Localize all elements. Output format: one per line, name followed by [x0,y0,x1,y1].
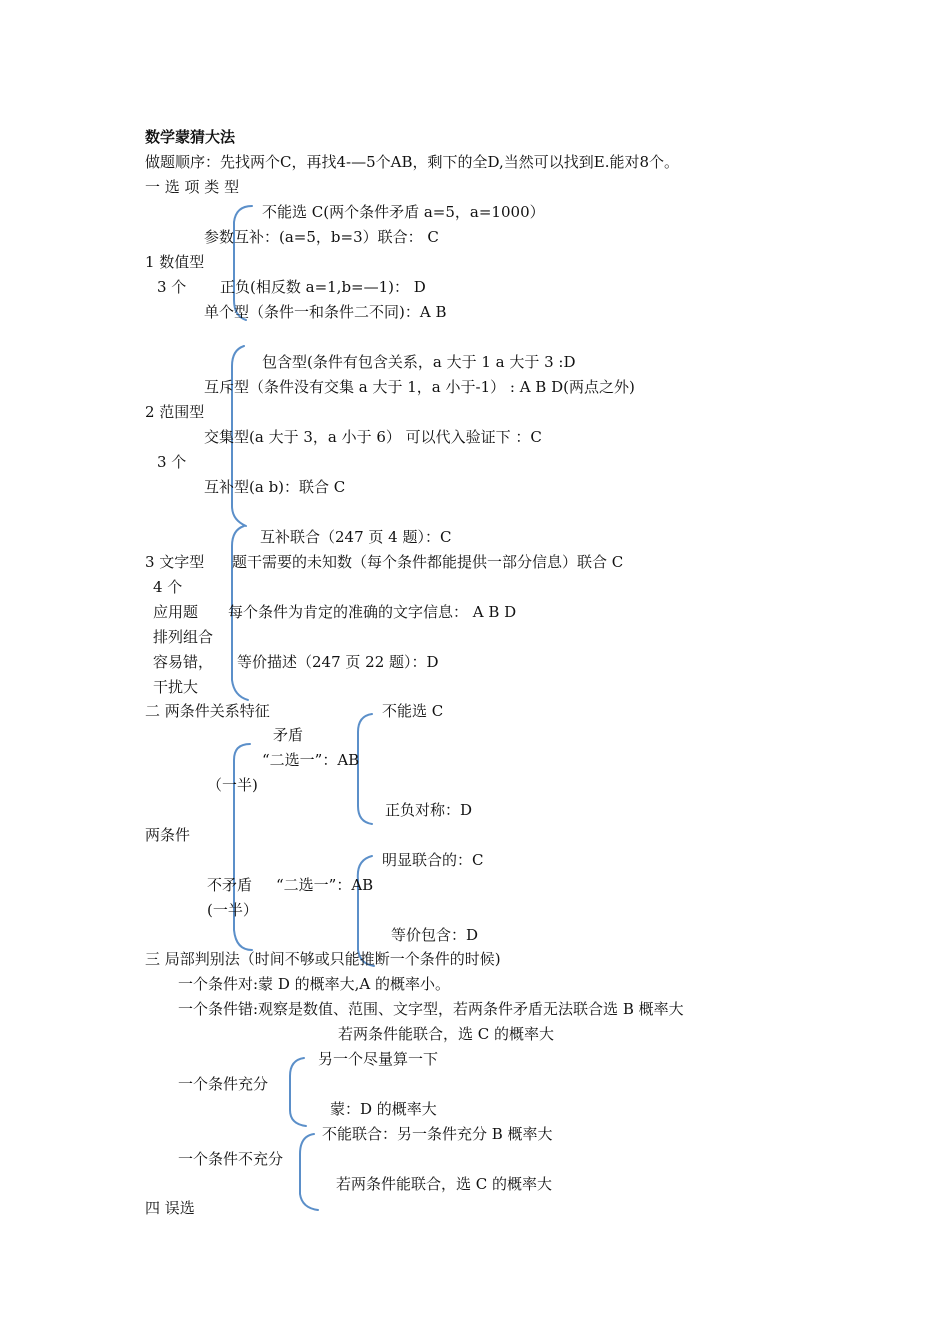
s3-can-join-c-2: 若两条件能联合，选 C 的概率大 [336,1175,553,1193]
text-count: 4 个 [153,578,183,596]
brace-insufficient [300,1134,318,1210]
s3-one-sufficient: 一个条件充分 [178,1075,269,1093]
brace-contradict [358,714,372,824]
text-unknown: 题干需要的未知数（每个条件都能提供一部分信息）联合 C [232,553,624,571]
s3-guess-d: 蒙：D 的概率大 [330,1100,437,1118]
section4-heading: 四 误选 [145,1199,195,1217]
numeric-single: 单个型（条件一和条件二不同)：A B [204,303,447,321]
range-count: 3 个 [157,453,187,471]
text-applied: 每个条件为肯定的准确的文字信息： A B D [228,603,517,621]
s2-either-ab-2: “二选一”：AB [276,876,374,894]
text-error-prone: 容易错， [153,653,214,671]
s2-pos-neg-sym: 正负对称：D [385,801,473,819]
text-complement-join: 互补联合（247 页 4 题）：C [260,528,452,546]
s2-two-conditions: 两条件 [145,826,191,844]
numeric-cannot-choose-c: 不能选 C(两个条件矛盾 a=5，a=1000） [262,203,545,221]
range-exclusive: 互斥型（条件没有交集 a 大于 1，a 小于-1） : A B D(两点之外) [204,378,635,396]
s3-one-insufficient: 一个条件不充分 [178,1150,284,1168]
s2-half-2: (一半） [207,901,258,919]
s2-not-contradict: 不矛盾 [207,876,253,894]
text-label: 3 文字型 [145,553,205,571]
s3-cannot-join: 不能联合：另一条件充分 B 概率大 [322,1125,553,1143]
s2-obvious-join: 明显联合的：C [382,851,484,869]
range-complement: 互补型(a b)：联合 C [204,478,346,496]
s2-contradict: 矛盾 [273,726,304,744]
numeric-label: 1 数值型 [145,253,205,271]
page-title: 数学蒙猜大法 [145,128,236,146]
text-equivalent: 等价描述（247 页 22 题）：D [237,653,439,671]
s3-calc-other: 另一个尽量算一下 [318,1050,439,1068]
numeric-complement: 参数互补：(a=5，b=3）联合： C [204,228,439,246]
intro-text: 做题顺序：先找两个C，再找4-—5个AB，剩下的全D,当然可以找到E.能对8个。 [145,153,680,171]
text-interference: 干扰大 [153,678,199,696]
s3-can-join-c: 若两条件能联合，选 C 的概率大 [338,1025,555,1043]
text-permutation: 排列组合 [153,628,214,646]
brace-sufficient [290,1058,306,1126]
range-label: 2 范围型 [145,403,205,421]
section3-heading: 三 局部判别法（时间不够或只能推断一个条件的时候) [145,950,501,968]
s3-one-wrong: 一个条件错:观察是数值、范围、文字型，若两条件矛盾无法联合选 B 概率大 [178,1000,684,1018]
s2-cannot-c: 不能选 C [382,702,444,720]
s2-half-1: （一半) [207,776,258,794]
s3-one-right: 一个条件对:蒙 D 的概率大,A 的概率小。 [178,975,450,993]
numeric-count: 3 个 [157,278,187,296]
section1-heading: 一 选 项 类 型 [145,178,240,196]
range-contain: 包含型(条件有包含关系，a 大于 1 a 大于 3 :D [262,353,576,371]
numeric-pos-neg: 正负(相反数 a=1,b=—1)： D [220,278,426,296]
range-intersect: 交集型(a 大于 3，a 小于 6） 可以代入验证下 ：C [204,428,542,446]
section2-heading: 二 两条件关系特征 [145,702,270,720]
s2-either-ab: “二选一”：AB [262,751,360,769]
s2-equiv-contain: 等价包含：D [391,926,479,944]
text-applied-label: 应用题 [153,603,199,621]
